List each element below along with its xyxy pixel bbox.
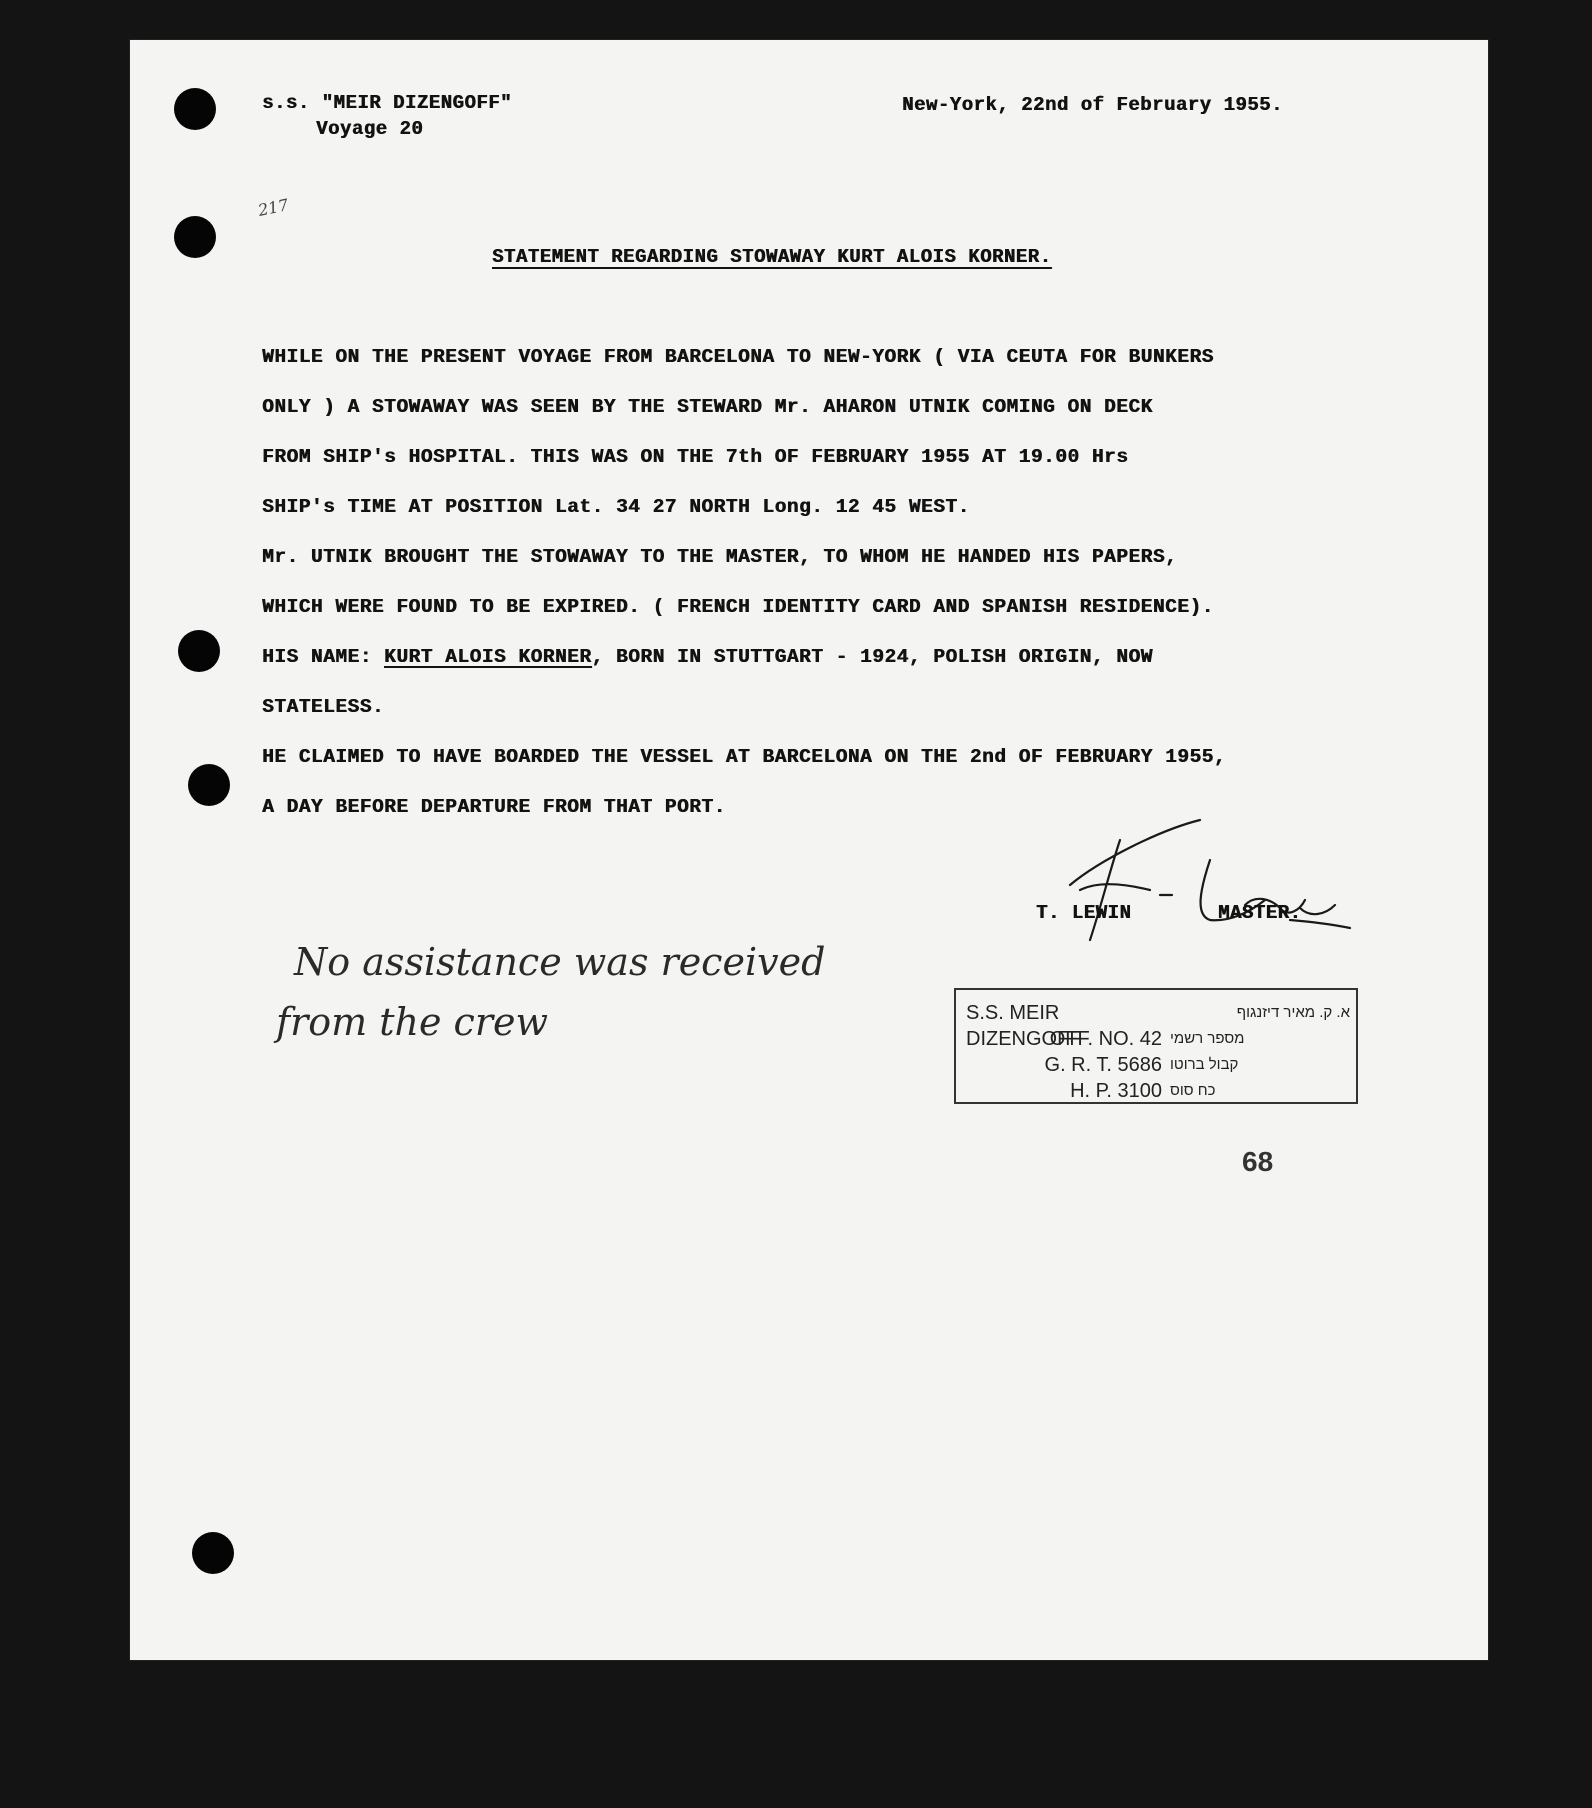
body-line: ONLY ) A STOWAWAY WAS SEEN BY THE STEWARD Mr. AHARON UTNIK COMING ON DECK	[262, 396, 1153, 418]
body-line: SHIP's TIME AT POSITION Lat. 34 27 NORTH Long. 12 45 WEST.	[262, 496, 970, 518]
signature-role: MASTER.	[1218, 902, 1302, 924]
stamp-hp-hebrew: כח סוס	[1170, 1082, 1216, 1099]
body-line: A DAY BEFORE DEPARTURE FROM THAT PORT.	[262, 796, 726, 818]
stamp-grt: G. R. T. 5686	[1044, 1054, 1162, 1076]
body-line: HE CLAIMED TO HAVE BOARDED THE VESSEL AT BARCELONA ON THE 2nd OF FEBRUARY 1955,	[262, 746, 1226, 768]
body-line: WHILE ON THE PRESENT VOYAGE FROM BARCELONA TO NEW-YORK ( VIA CEUTA FOR BUNKERS	[262, 346, 1214, 368]
stamp-ship-name: S.S. MEIR DIZENGOFF	[966, 1002, 1082, 1050]
body-line: WHICH WERE FOUND TO BE EXPIRED. ( FRENCH IDENTITY CARD AND SPANISH RESIDENCE).	[262, 596, 1214, 618]
document-title: STATEMENT REGARDING STOWAWAY KURT ALOIS KORNER.	[492, 246, 1052, 268]
master-signature	[1060, 800, 1360, 950]
handwritten-note-line1: No assistance was received	[294, 940, 826, 984]
voyage-line: Voyage 20	[316, 118, 424, 140]
name-suffix: , BORN IN STUTTGART - 1924, POLISH ORIGIN, NOW	[591, 646, 1153, 668]
body-line: Mr. UTNIK BROUGHT THE STOWAWAY TO THE MASTER, TO WHOM HE HANDED HIS PAPERS,	[262, 546, 1178, 568]
binder-hole	[192, 1532, 234, 1574]
stamp-ship-name-hebrew: א. ק. מאיר דיזנגוף	[1236, 1004, 1350, 1021]
handwritten-note-line2: from the crew	[276, 1000, 548, 1044]
stamp-hp: H. P. 3100	[1070, 1080, 1162, 1102]
body-line: FROM SHIP's HOSPITAL. THIS WAS ON THE 7th OF FEBRUARY 1955 AT 19.00 Hrs	[262, 446, 1129, 468]
ship-stamp	[954, 988, 1358, 1104]
binder-hole	[174, 88, 216, 130]
margin-note: 217	[256, 195, 291, 220]
name-prefix: HIS NAME:	[262, 646, 385, 668]
ship-name-line: s.s. "MEIR DIZENGOFF"	[262, 92, 512, 114]
binder-hole	[174, 216, 216, 258]
signature-name: T. LEWIN	[1036, 902, 1132, 924]
body-line: STATELESS.	[262, 696, 385, 718]
document-page	[130, 40, 1488, 1660]
binder-hole	[188, 764, 230, 806]
page-number: 68	[1242, 1146, 1274, 1177]
binder-hole	[178, 630, 220, 672]
stamp-official-number-hebrew: מספר רשמי	[1170, 1030, 1245, 1047]
stowaway-name-line	[262, 646, 1153, 668]
stowaway-name: KURT ALOIS KORNER	[384, 646, 592, 668]
stamp-grt-hebrew: קבול ברוטו	[1170, 1056, 1239, 1073]
place-date: New-York, 22nd of February 1955.	[902, 94, 1283, 116]
stamp-official-number: OFF. NO. 42	[1049, 1028, 1162, 1050]
